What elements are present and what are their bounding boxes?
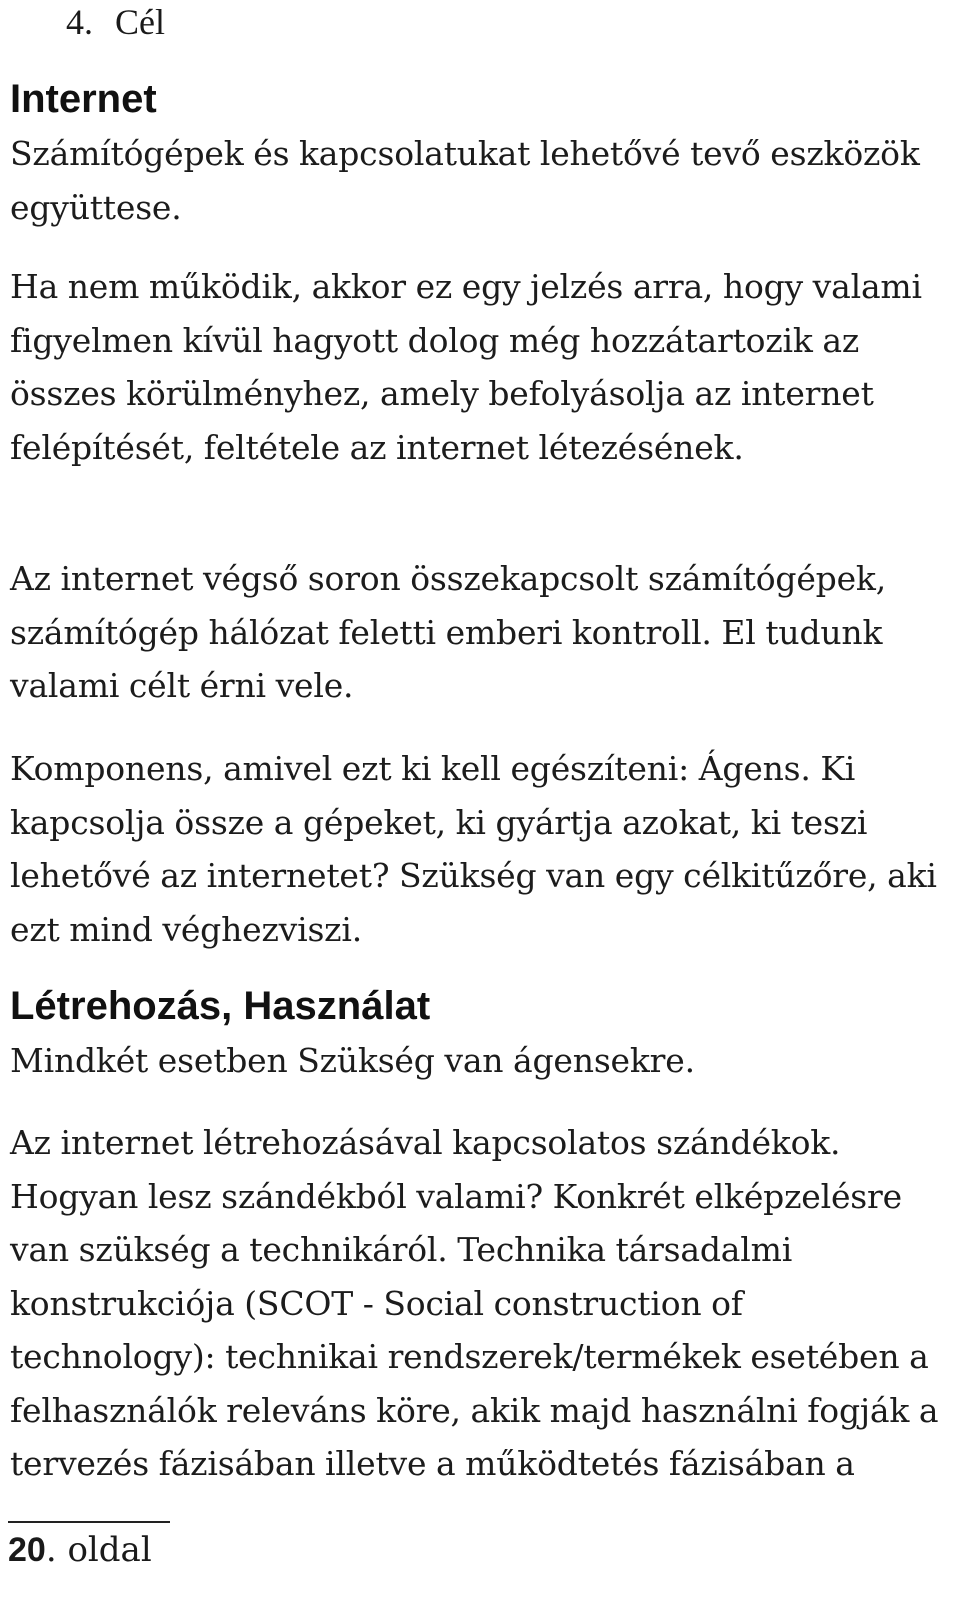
section-title: Cél xyxy=(115,2,165,42)
page-footer xyxy=(8,1528,152,1572)
paragraph-definition: Számítógépek és kapcsolatukat lehetővé tevő eszközök együttese. xyxy=(10,134,920,227)
footer-divider xyxy=(8,1521,170,1523)
paragraph-agent: Komponens, amivel ezt ki kell egészíteni: Ágens. Ki kapcsolja össze a gépeket, ki gyártja azokat, ki teszi lehetővé az internetet? Szükség van egy célkitűzőre, aki ezt mind véghezviszi. xyxy=(10,749,937,949)
paragraph-malfunction: Ha nem működik, akkor ez egy jelzés arra, hogy valami figyelmen kívül hagyott dolog még hozzátartozik az összes körülményhez, amely befolyásolja az internet felépítését, feltétele az internet létezésének. xyxy=(10,267,922,467)
section-heading xyxy=(66,0,165,44)
page-label: . oldal xyxy=(45,1530,152,1570)
paragraph-human-control: Az internet végső soron összekapcsolt számítógépek, számítógép hálózat feletti emberi kontroll. El tudunk valami célt érni vele. xyxy=(10,559,886,705)
paragraph-agents-needed: Mindkét esetben Szükség van ágensekre. xyxy=(10,1041,695,1080)
paragraph-scot: Az internet létrehozásával kapcsolatos szándékok. Hogyan lesz szándékból valami? Konkrét elképzelésre van szükség a technikáról. Technika társadalmi konstrukciója (SCOT - Social construction of technology): technikai rendszerek/termékek esetében a felhasználók releváns köre, akik majd használni fogják a tervezés fázisában illetve a működtetés fázisában a xyxy=(10,1123,939,1483)
heading-creation-usage: Létrehozás, Használat xyxy=(10,984,431,1028)
page-number: 20 xyxy=(8,1531,46,1569)
section-number: 4. xyxy=(66,2,93,42)
heading-internet: Internet xyxy=(10,77,157,121)
